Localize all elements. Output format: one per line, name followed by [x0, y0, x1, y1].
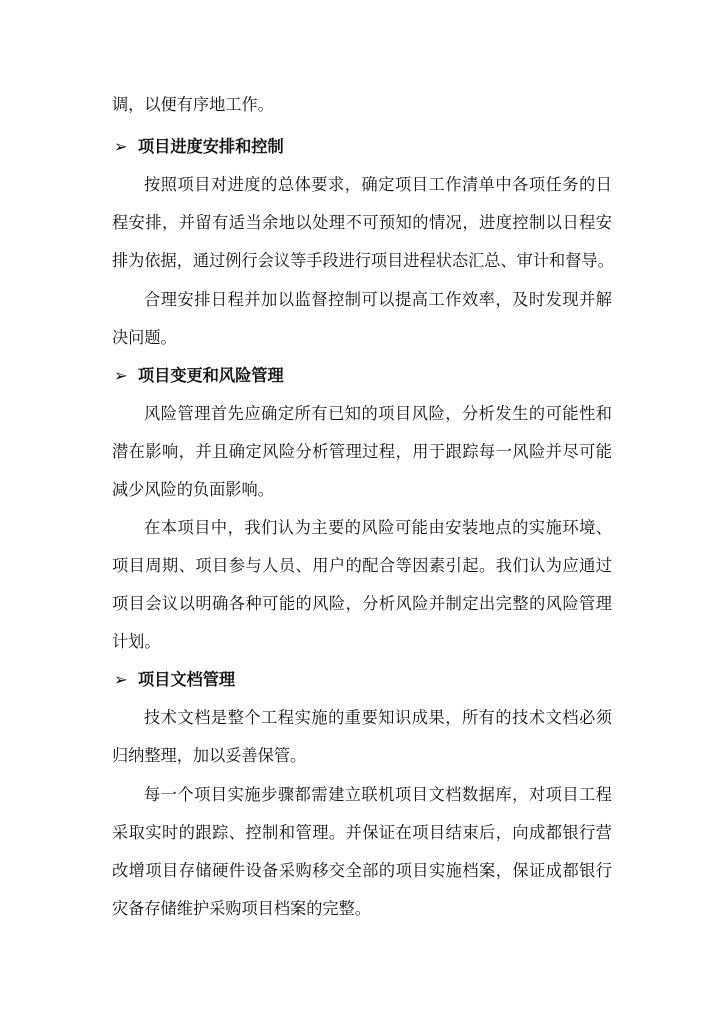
text-line: 决问题。	[112, 328, 177, 347]
text-line: 排为依据，通过例行会议等手段进行项目进程状态汇总、审计和督导。	[112, 251, 614, 270]
text-line: 潜在影响，并且确定风险分析管理过程，用于跟踪每一风险并尽可能	[112, 442, 612, 461]
section-heading-text: 项目进度安排和控制	[138, 137, 284, 156]
text-line: 程安排，并留有适当余地以处理不可预知的情况，进度控制以日程安	[112, 213, 612, 232]
text-line: 灾备存储维护采购项目档案的完整。	[112, 899, 371, 918]
section-heading-risk	[114, 366, 284, 386]
text-line: 合理安排日程并加以监督控制可以提高工作效率，及时发现并解	[144, 290, 612, 309]
section-heading-text: 项目文档管理	[138, 670, 236, 689]
text-line: 采取实时的跟踪、控制和管理。并保证在项目结束后，向成都银行营	[112, 823, 612, 842]
text-line: 每一个项目实施步骤都需建立联机项目文档数据库，对项目工程	[144, 785, 612, 804]
text-line: 在本项目中，我们认为主要的风险可能由安装地点的实施环境、	[144, 518, 612, 537]
text-line: 调，以便有序地工作。	[112, 95, 274, 114]
text-line: 项目周期、项目参与人员、用户的配合等因素引起。我们认为应通过	[112, 556, 612, 575]
arrow-bullet-icon: ➢	[114, 366, 128, 385]
section-heading-text: 项目变更和风险管理	[138, 366, 284, 385]
text-line: 归纳整理，加以妥善保管。	[112, 746, 307, 765]
text-line: 减少风险的负面影响。	[112, 480, 274, 499]
text-line: 计划。	[112, 632, 161, 651]
arrow-bullet-icon: ➢	[114, 137, 128, 156]
text-line: 项目会议以明确各种可能的风险，分析风险并制定出完整的风险管理	[112, 594, 612, 613]
section-heading-schedule	[114, 137, 284, 157]
text-line: 风险管理首先应确定所有已知的项目风险，分析发生的可能性和	[144, 404, 612, 423]
text-line: 按照项目对进度的总体要求，确定项目工作清单中各项任务的日	[144, 175, 612, 194]
text-line: 技术文档是整个工程实施的重要知识成果，所有的技术文档必须	[144, 708, 612, 727]
text-line: 改增项目存储硬件设备采购移交全部的项目实施档案，保证成都银行	[112, 861, 612, 880]
section-heading-docs	[114, 670, 235, 690]
arrow-bullet-icon: ➢	[114, 670, 128, 689]
